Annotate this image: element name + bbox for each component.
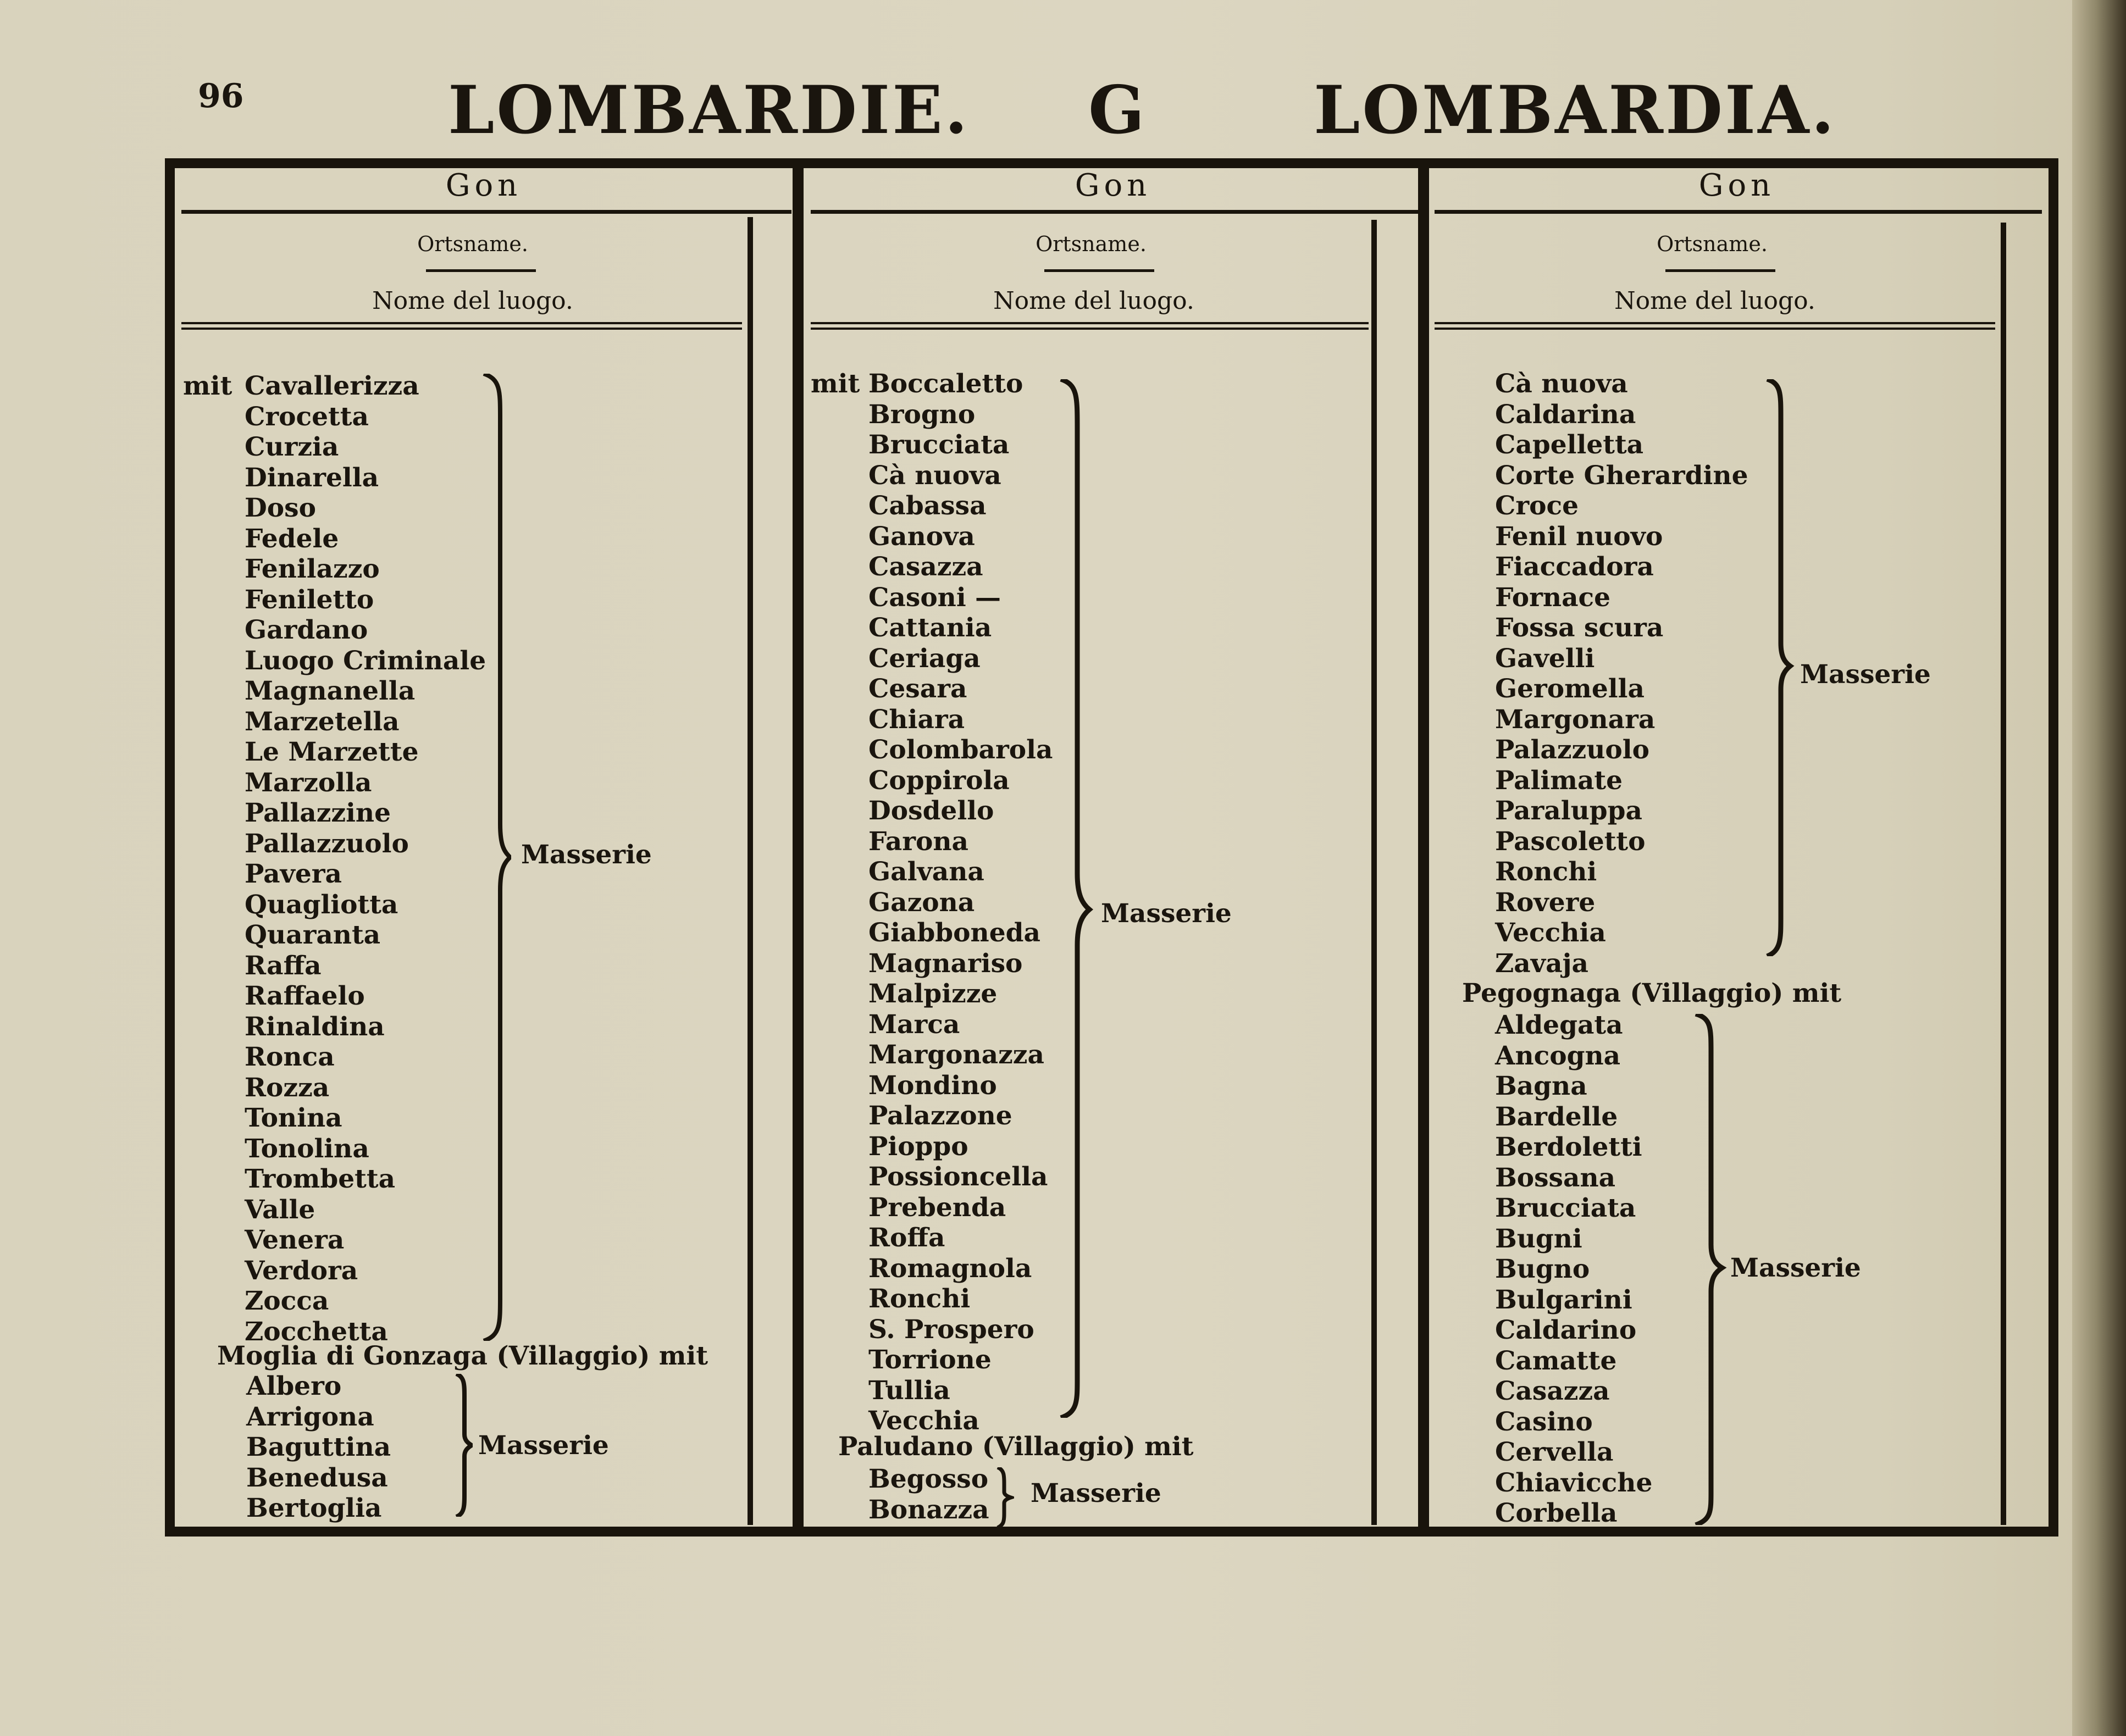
place-name: Raffaelo — [245, 981, 365, 1011]
place-name: Fedele — [245, 523, 339, 554]
place-name: Marca — [868, 1009, 960, 1040]
col1-place-list-b — [246, 1371, 391, 1524]
place-name: Palazzuolo — [1495, 735, 1649, 765]
place-name: Croce — [1495, 491, 1579, 521]
place-name: Gazona — [868, 887, 975, 918]
subheader-rule — [1435, 328, 1995, 330]
place-name: Pallazzine — [245, 798, 391, 828]
place-name: Cà nuova — [1495, 369, 1628, 399]
place-name: Begosso — [868, 1464, 989, 1494]
place-name: Tonina — [245, 1103, 342, 1133]
place-name: Quagliotta — [245, 889, 398, 920]
place-name: Possioncella — [868, 1162, 1048, 1192]
place-name: Colombarola — [868, 735, 1053, 765]
place-name: Bonazza — [868, 1494, 989, 1525]
place-name: Ronca — [245, 1042, 335, 1072]
place-name: Feniletto — [245, 584, 374, 615]
place-name: Malpizze — [868, 979, 998, 1009]
place-name: Palazzone — [868, 1101, 1012, 1131]
place-name: Ceriaga — [868, 643, 981, 674]
book-spine — [2072, 0, 2126, 1736]
place-name: Torrione — [868, 1345, 992, 1375]
place-name: Crocetta — [245, 401, 369, 432]
place-name: Benedusa — [246, 1462, 388, 1493]
col1-masserie-a: Masserie — [521, 840, 652, 870]
place-name: Baguttina — [246, 1432, 391, 1462]
place-name: Tonolina — [245, 1133, 369, 1164]
place-name: Farona — [868, 826, 968, 857]
place-name: Capelletta — [1495, 430, 1644, 460]
place-name: Curzia — [245, 432, 339, 462]
place-name: Mondino — [868, 1070, 997, 1101]
place-name: Casino — [1495, 1406, 1593, 1437]
place-name: Cervella — [1495, 1437, 1614, 1467]
place-name: Bugno — [1495, 1254, 1590, 1284]
place-name: Rozza — [245, 1072, 330, 1103]
place-name: Romagnola — [868, 1253, 1032, 1284]
place-name: Giabboneda — [868, 918, 1040, 948]
place-name: Galvana — [868, 857, 984, 887]
place-name: Bagna — [1495, 1071, 1587, 1101]
place-name: Bulgarini — [1495, 1284, 1632, 1315]
place-name: Camatte — [1495, 1345, 1617, 1376]
col1-village: Moglia di Gonzaga (Villaggio) mit — [217, 1341, 708, 1371]
header-rule — [811, 210, 1418, 214]
subheader-rule — [1435, 322, 1995, 324]
inner-rule-1 — [748, 217, 753, 1525]
place-name: Verdora — [245, 1255, 358, 1286]
place-name: Margonara — [1495, 704, 1656, 735]
place-name: Berdoletti — [1495, 1132, 1642, 1162]
col3-brace-a — [1762, 379, 1795, 956]
place-name: Arrigona — [246, 1401, 374, 1432]
place-name: Palimate — [1495, 765, 1623, 796]
title-german: LOMBARDIE. — [448, 71, 970, 149]
page-number: 96 — [198, 77, 244, 115]
place-name: Zocca — [245, 1286, 329, 1316]
col2-brace-b — [992, 1467, 1014, 1528]
place-name: Bertoglia — [246, 1493, 382, 1523]
place-name: Brucciata — [1495, 1193, 1636, 1223]
place-name: Ronchi — [1495, 857, 1597, 887]
place-name: Roffa — [868, 1223, 945, 1253]
place-name: Marzolla — [245, 767, 372, 798]
place-name: Gardano — [245, 615, 368, 645]
col1-mit: mit — [183, 371, 232, 401]
place-name: Fiaccadora — [1495, 552, 1654, 582]
place-name: Cavallerizza — [245, 371, 419, 401]
nome-3: Nome del luogo. — [1614, 287, 1815, 315]
col3-masserie-b: Masserie — [1730, 1253, 1861, 1283]
nome-2: Nome del luogo. — [993, 287, 1194, 315]
place-name: Valle — [245, 1194, 315, 1225]
column-3-gon: Gon — [1698, 168, 1775, 203]
col2-mit: mit — [811, 369, 860, 399]
title-italian: LOMBARDIA. — [1314, 71, 1837, 149]
place-name: Rinaldina — [245, 1011, 385, 1042]
place-name: Corte Gherardine — [1495, 460, 1748, 491]
col2-masserie-b: Masserie — [1031, 1478, 1161, 1508]
place-name: Bossana — [1495, 1162, 1616, 1193]
subheader-rule — [181, 328, 742, 330]
place-name: Caldarino — [1495, 1315, 1637, 1345]
place-name: Marzetella — [245, 706, 400, 737]
col2-place-list — [868, 369, 1053, 1437]
col3-place-list — [1495, 369, 1748, 979]
inner-rule-2 — [1371, 220, 1377, 1525]
place-name: Tullia — [868, 1375, 950, 1406]
place-name: Fornace — [1495, 582, 1611, 613]
place-name: Coppirola — [868, 765, 1010, 796]
place-name: Pallazzuolo — [245, 828, 409, 859]
place-name: Dinarella — [245, 462, 379, 493]
place-name: Boccaletto — [868, 369, 1023, 399]
place-name: Ronchi — [868, 1284, 971, 1314]
place-name: Doso — [245, 493, 316, 523]
place-name: Cabassa — [868, 491, 987, 521]
column-2-gon: Gon — [1075, 168, 1151, 203]
col2-masserie-a: Masserie — [1101, 898, 1232, 929]
place-name: Trombetta — [245, 1164, 396, 1194]
place-name: Magnanella — [245, 676, 416, 706]
col2-place-list-b — [868, 1464, 989, 1525]
ortsname-2: Ortsname. — [1036, 232, 1147, 256]
place-name: Casazza — [868, 552, 983, 582]
subheader-rule — [811, 328, 1369, 330]
place-name: Rovere — [1495, 887, 1596, 918]
column-divider-1 — [793, 165, 804, 1528]
col3-place-list-b — [1495, 1010, 1652, 1529]
place-name: Zavaja — [1495, 948, 1588, 979]
header-rule — [1435, 210, 2042, 214]
place-name: Caldarina — [1495, 399, 1636, 430]
place-name: Cattania — [868, 613, 992, 643]
place-name: Fenilazzo — [245, 554, 380, 584]
place-name: Prebenda — [868, 1192, 1006, 1223]
column-1-gon: Gon — [445, 168, 522, 203]
ortsname-rule — [1665, 269, 1775, 272]
place-name: Luogo Criminale — [245, 645, 486, 676]
place-name: Bardelle — [1495, 1101, 1618, 1132]
place-name: Margonazza — [868, 1040, 1044, 1070]
inner-rule-3 — [2001, 223, 2006, 1525]
place-name: Bugni — [1495, 1223, 1582, 1254]
place-name: Geromella — [1495, 674, 1645, 704]
place-name: Ancogna — [1495, 1040, 1621, 1071]
column-divider-2 — [1418, 165, 1429, 1528]
place-name: Gavelli — [1495, 643, 1595, 674]
col2-village: Paludano (Villaggio) mit — [838, 1432, 1194, 1462]
place-name: Pioppo — [868, 1131, 968, 1162]
place-name: Paraluppa — [1495, 796, 1642, 826]
ortsname-rule — [1044, 269, 1154, 272]
place-name: Chiavicche — [1495, 1467, 1653, 1498]
col1-masserie-b: Masserie — [478, 1430, 609, 1461]
place-name: Le Marzette — [245, 737, 419, 767]
place-name: Aldegata — [1495, 1010, 1623, 1040]
place-name: Cà nuova — [868, 460, 1001, 491]
col3-brace-b — [1690, 1014, 1729, 1525]
place-name: Zocchetta — [245, 1316, 388, 1347]
place-name: Vecchia — [868, 1406, 979, 1436]
place-name: Magnariso — [868, 948, 1023, 979]
place-name: Venera — [245, 1225, 345, 1255]
place-name: Fenil nuovo — [1495, 521, 1663, 552]
subheader-rule — [181, 322, 742, 324]
place-name: Albero — [246, 1371, 342, 1401]
col1-brace-b — [440, 1374, 473, 1517]
place-name: Cesara — [868, 674, 967, 704]
place-name: Corbella — [1495, 1498, 1618, 1528]
place-name: Quaranta — [245, 920, 381, 950]
col2-brace-a — [1055, 379, 1094, 1418]
place-name: Chiara — [868, 704, 965, 735]
subheader-rule — [811, 322, 1369, 324]
place-name: Pavera — [245, 859, 342, 889]
header-rule — [181, 210, 791, 214]
place-name: Vecchia — [1495, 918, 1606, 948]
ortsname-rule — [426, 269, 536, 272]
place-name: Pascoletto — [1495, 826, 1646, 857]
place-name: Casoni — — [868, 582, 1001, 613]
ortsname-1: Ortsname. — [417, 232, 528, 256]
col3-masserie-a: Masserie — [1800, 659, 1931, 690]
ortsname-3: Ortsname. — [1657, 232, 1768, 256]
place-name: Fossa scura — [1495, 613, 1664, 643]
place-name: S. Prospero — [868, 1314, 1034, 1345]
place-name: Dosdello — [868, 796, 994, 826]
place-name: Raffa — [245, 950, 322, 981]
place-name: Brucciata — [868, 430, 1010, 460]
nome-1: Nome del luogo. — [372, 287, 573, 315]
section-letter: G — [1088, 71, 1147, 149]
col1-brace-a — [478, 374, 511, 1341]
place-name: Casazza — [1495, 1376, 1610, 1406]
place-name: Brogno — [868, 399, 976, 430]
col1-place-list — [245, 371, 486, 1347]
place-name: Ganova — [868, 521, 975, 552]
col3-village: Pegognaga (Villaggio) mit — [1462, 978, 1842, 1008]
